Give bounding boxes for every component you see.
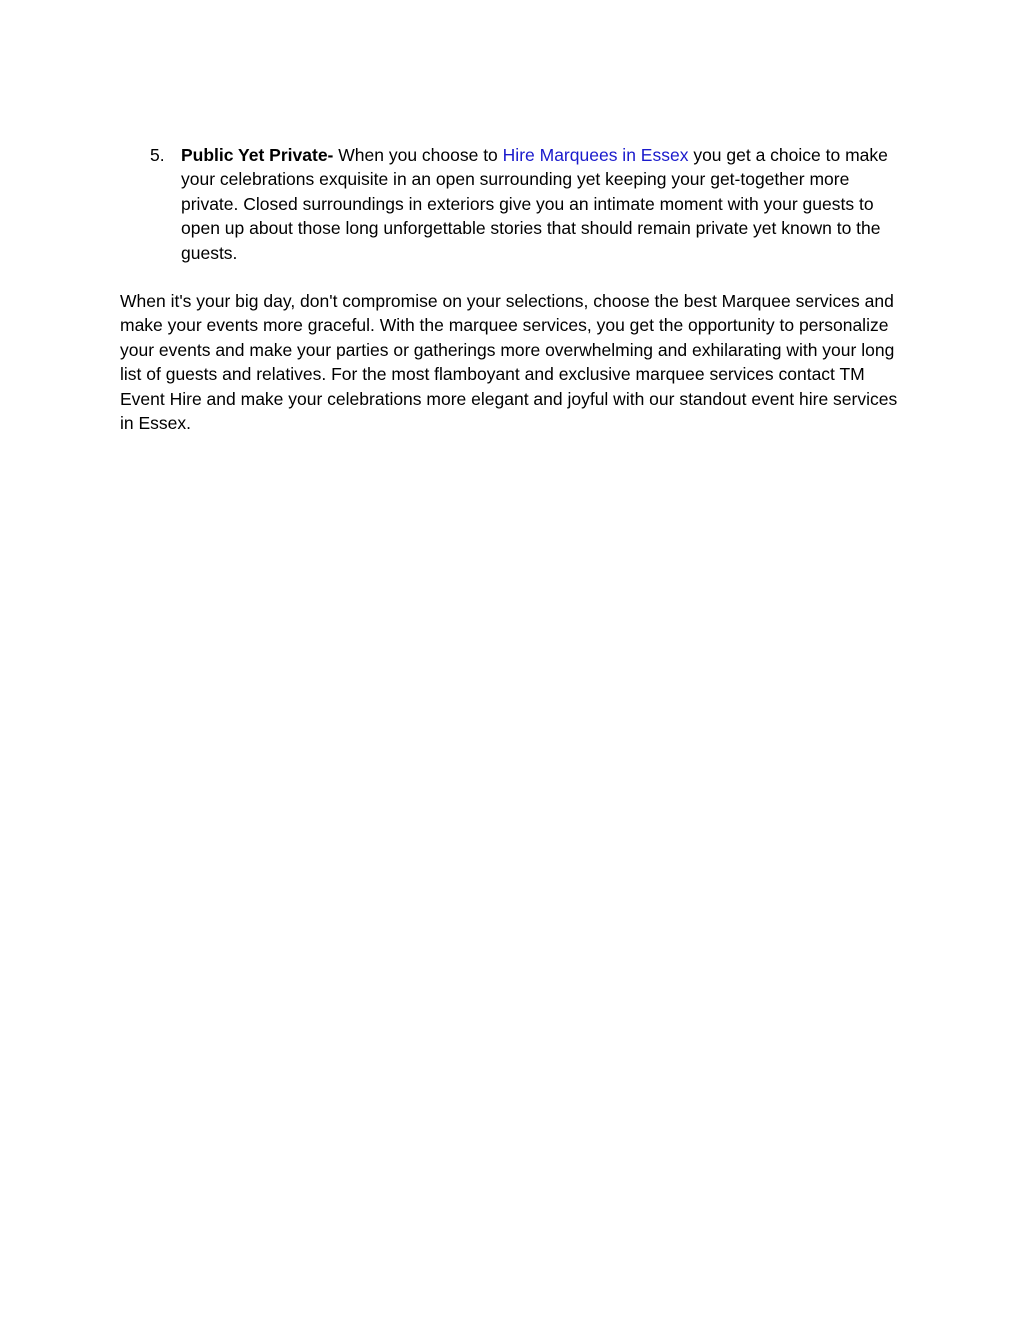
hire-marquees-link[interactable]: Hire Marquees in Essex bbox=[502, 145, 689, 165]
list-item-public-yet-private bbox=[120, 143, 910, 265]
list-item-title: Public Yet Private- bbox=[181, 145, 334, 165]
list-item-body bbox=[181, 143, 901, 265]
list-number: 5. bbox=[150, 145, 165, 165]
list-item-text-after-link: you get a choice to make your celebrations exquisite in an open surrounding yet keeping your get-together more private. Closed surroundings in exteriors give you an intimate moment with your guests to open up about those long unforgettable stories that should remain private yet known to the guests. bbox=[181, 145, 888, 263]
list-item-text-before-link: When you choose to bbox=[333, 145, 503, 165]
closing-paragraph: When it's your big day, don't compromise on your selections, choose the best Marquee services and make your events more graceful. With the marquee services, you get the opportunity to personalize your events and make your parties or gatherings more overwhelming and exhilarating with your long list of guests and relatives. For the most flamboyant and exclusive marquee services contact TM Event Hire and make your celebrations more elegant and joyful with our standout event hire services in Essex. bbox=[120, 291, 898, 434]
